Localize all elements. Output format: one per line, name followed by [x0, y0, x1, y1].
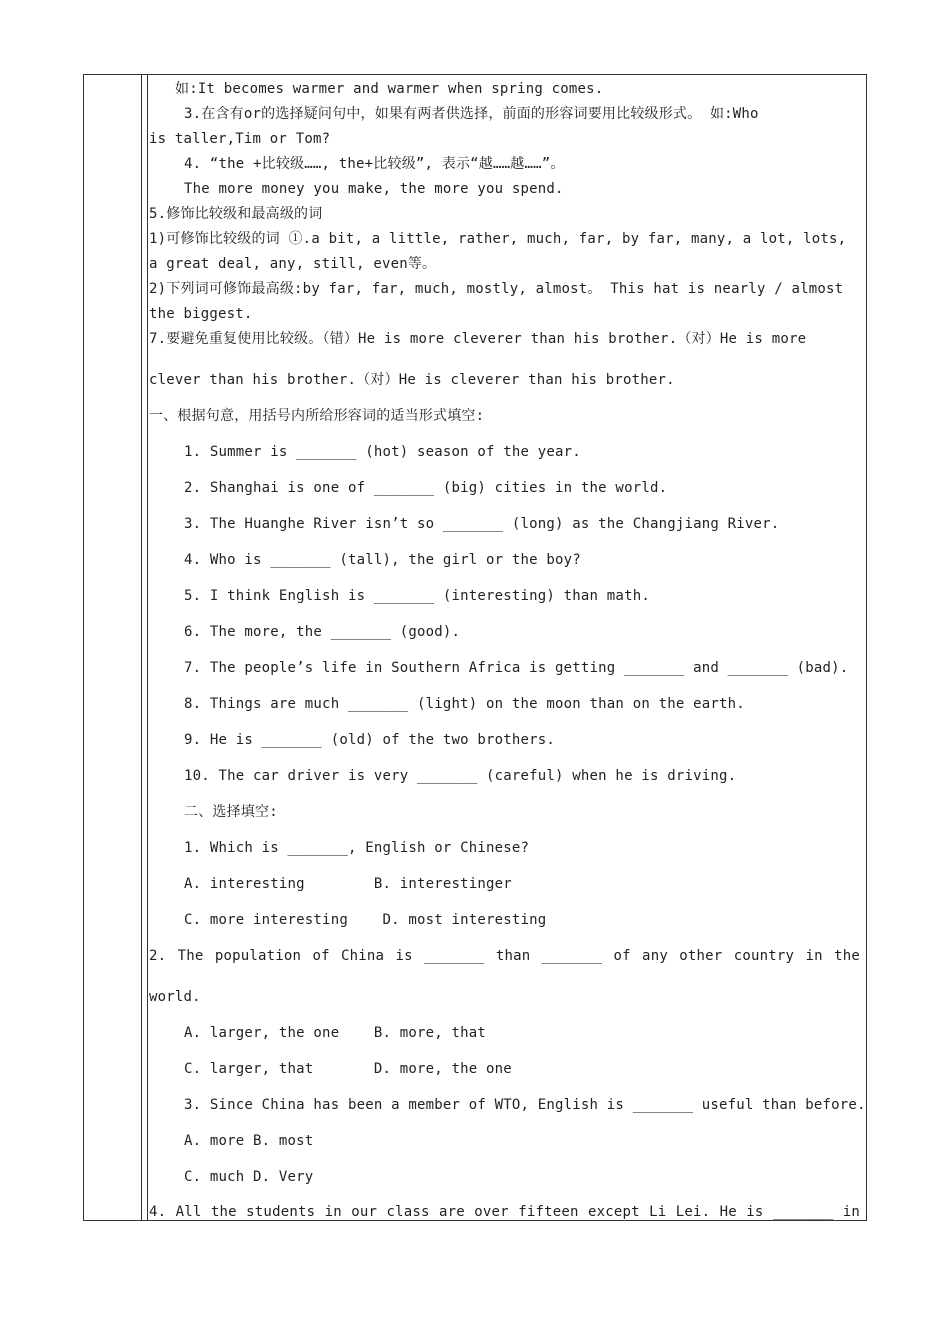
lesson-table — [83, 74, 867, 1221]
answer-options: C. more interesting D. most interesting — [184, 912, 547, 928]
grammar-line: is taller,Tim or Tom? — [149, 131, 331, 147]
exercise-item: 7. The people’s life in Southern Africa is getting _______ and _______ (bad). — [184, 660, 849, 676]
section-title: 一、根据句意，用括号内所给形容词的适当形式填空: — [149, 408, 485, 424]
grammar-line: the biggest. — [149, 306, 253, 322]
question: 4. All the students in our class are over fifteen except Li Lei. He is _______ in — [149, 1204, 860, 1220]
grammar-heading: 5.修饰比较级和最高级的词 — [149, 206, 323, 222]
grammar-line: 1)可修饰比较级的词 ①.a bit, a little, rather, much, far, by far, many, a lot, lots, — [149, 231, 847, 247]
grammar-line: clever than his brother.（对）He is cleverer than his brother. — [149, 372, 675, 388]
answer-options: C. much D. Very — [184, 1169, 314, 1185]
section-title: 二、选择填空: — [184, 804, 278, 820]
exercise-item: 4. Who is _______ (tall), the girl or the boy? — [184, 552, 581, 568]
exercise-item: 9. He is _______ (old) of the two brothers. — [184, 732, 556, 748]
exercise-item: 2. Shanghai is one of _______ (big) cities in the world. — [184, 480, 668, 496]
grammar-line: 4. “the +比较级……, the+比较级”, 表示“越……越……”。 — [184, 156, 565, 172]
answer-options: A. more B. most — [184, 1133, 314, 1149]
grammar-line: a great deal, any, still, even等。 — [149, 256, 437, 272]
exercise-item: 6. The more, the _______ (good). — [184, 624, 461, 640]
answer-options: C. larger, that D. more, the one — [184, 1061, 512, 1077]
answer-options: A. interesting B. interestinger — [184, 876, 512, 892]
exercise-item: 1. Summer is _______ (hot) season of the year. — [184, 444, 581, 460]
question: 3. Since China has been a member of WTO, English is _______ useful than before. — [184, 1097, 866, 1113]
grammar-line: 2)下列词可修饰最高级:by far, far, much, mostly, almost。 This hat is nearly / almost — [149, 281, 844, 297]
answer-options: A. larger, the one B. more, that — [184, 1025, 487, 1041]
exercise-item: 10. The car driver is very _______ (careful) when he is driving. — [184, 768, 737, 784]
grammar-line: 7.要避免重复使用比较级。（错）He is more cleverer than his brother.（对）He is more — [149, 331, 807, 347]
column-divider-1 — [141, 75, 142, 1220]
question: 2. The population of China is _______ than _______ of any other country in the — [149, 948, 860, 964]
exercise-item: 5. I think English is _______ (interesting) than math. — [184, 588, 650, 604]
question: world. — [149, 989, 201, 1005]
exercise-item: 3. The Huanghe River isn’t so _______ (long) as the Changjiang River. — [184, 516, 780, 532]
grammar-line: The more money you make, the more you spend. — [184, 181, 564, 197]
grammar-line: 如:It becomes warmer and warmer when spring comes. — [175, 81, 604, 97]
column-divider-2 — [147, 75, 148, 1220]
exercise-item: 8. Things are much _______ (light) on the moon than on the earth. — [184, 696, 745, 712]
lesson-content — [149, 75, 866, 1220]
grammar-line: 3.在含有or的选择疑问句中，如果有两者供选择，前面的形容词要用比较级形式。 如:Who — [184, 106, 759, 122]
question: 1. Which is _______, English or Chinese? — [184, 840, 530, 856]
